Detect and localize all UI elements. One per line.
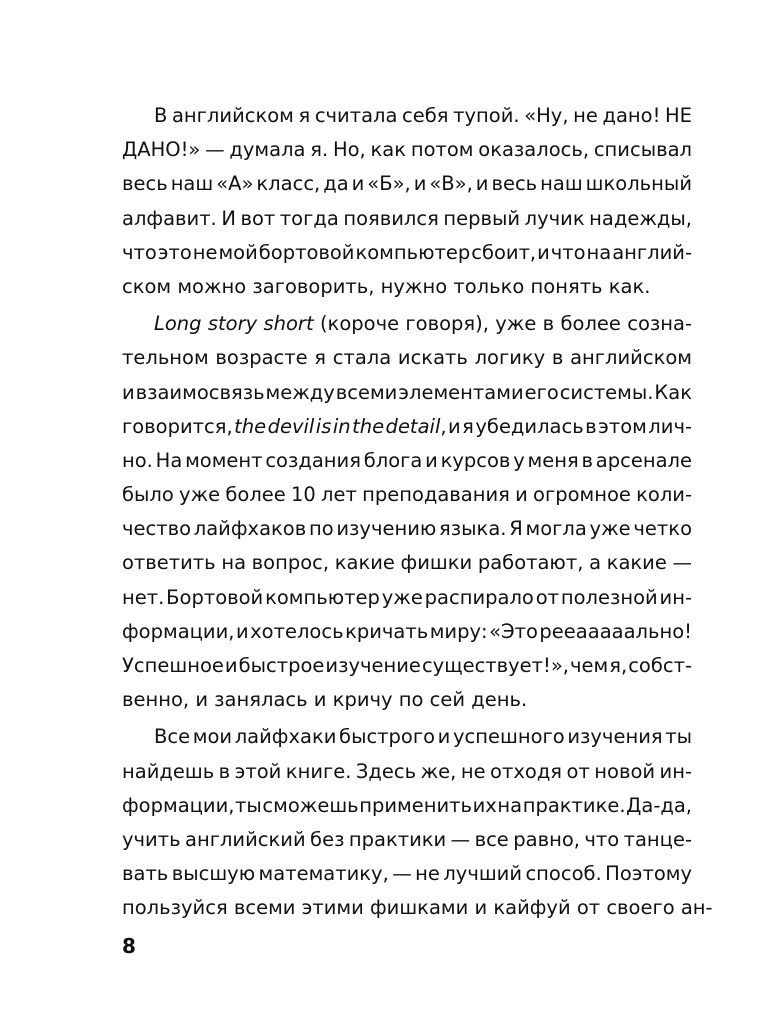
text-segment: Все мои лайфхаки быстрого и успешного изучения ты	[154, 725, 692, 749]
text-line	[122, 649, 692, 683]
text-segment: было уже более 10 лет преподавания и огромное коли-	[122, 483, 692, 507]
page-number: 8	[122, 934, 136, 958]
text-line	[122, 133, 692, 167]
text-line	[122, 236, 692, 270]
text-segment: пользуйся всеми этими фишками и кайфуй от своего ан-	[122, 896, 713, 920]
text-segment: , и я убедилась в этом лич-	[440, 414, 693, 438]
text-line	[122, 789, 692, 823]
text-segment: учить английский без практики — все равно, что танце-	[122, 827, 692, 851]
text-line	[122, 270, 692, 304]
text-segment: чество лайфхаков по изучению языка. Я могла уже четко	[122, 517, 692, 541]
text-segment: (короче говоря), уже в более созна-	[313, 312, 693, 336]
text-line	[122, 307, 692, 341]
paragraph	[122, 720, 713, 925]
text-line	[122, 410, 692, 444]
page-text	[122, 99, 713, 926]
text-line	[122, 376, 692, 410]
text-segment: формации, и хотелось кричать миру: «Это рееааааально!	[122, 619, 692, 643]
text-line	[122, 891, 713, 925]
text-segment: тельном возрасте я стала искать логику в английском	[122, 346, 692, 370]
text-segment: весь наш «А» класс, да и «Б», и «В», и весь наш школьный	[122, 172, 692, 196]
paragraph	[122, 99, 692, 304]
text-segment: ДАНО!» — думала я. Но, как потом оказалось, списывал	[122, 138, 692, 162]
italic-phrase: Long story short	[154, 312, 314, 336]
text-line	[122, 202, 692, 236]
text-line	[122, 546, 692, 580]
text-line	[122, 167, 692, 201]
text-segment: формации, ты сможешь применить их на практике. Да-да,	[122, 793, 692, 817]
text-line	[122, 341, 692, 375]
text-segment: ответить на вопрос, какие фишки работают, а какие —	[122, 551, 692, 575]
text-line	[122, 755, 692, 789]
text-segment: венно, и занялась и кричу по сей день.	[122, 688, 528, 712]
text-segment: алфавит. И вот тогда появился первый лучик надежды,	[122, 206, 692, 230]
text-segment: и взаимосвязь между всеми элементами его системы. Как	[122, 380, 692, 404]
text-segment: вать высшую математику, — не лучший способ. Поэтому	[122, 862, 692, 886]
text-segment: В английском я считала себя тупой. «Ну, не дано! НЕ	[154, 104, 692, 127]
italic-phrase: the devil is in the detail	[234, 414, 441, 438]
text-line	[122, 99, 692, 133]
text-segment: найдешь в этой книге. Здесь же, не отходя от новой ин-	[122, 759, 692, 783]
text-segment: но. На момент создания блога и курсов у меня в арсенале	[122, 448, 692, 472]
text-segment: говорится,	[122, 414, 235, 438]
text-line	[122, 857, 692, 891]
text-line	[122, 581, 692, 615]
text-line	[122, 444, 692, 478]
text-segment: что это не мой бортовой компьютер сбоит, и что на англий-	[122, 240, 692, 264]
text-segment: нет. Бортовой компьютер уже распирало от полезной ин-	[122, 585, 692, 609]
text-line	[122, 512, 692, 546]
text-line	[122, 683, 692, 717]
text-segment: ском можно заговорить, нужно только понять как.	[122, 274, 651, 298]
paragraph	[122, 307, 692, 717]
text-line	[122, 478, 692, 512]
text-line	[122, 720, 692, 754]
text-line	[122, 615, 692, 649]
text-line	[122, 823, 692, 857]
text-segment: Успешное и быстрое изучение существует!», чем я, собст-	[122, 654, 692, 677]
